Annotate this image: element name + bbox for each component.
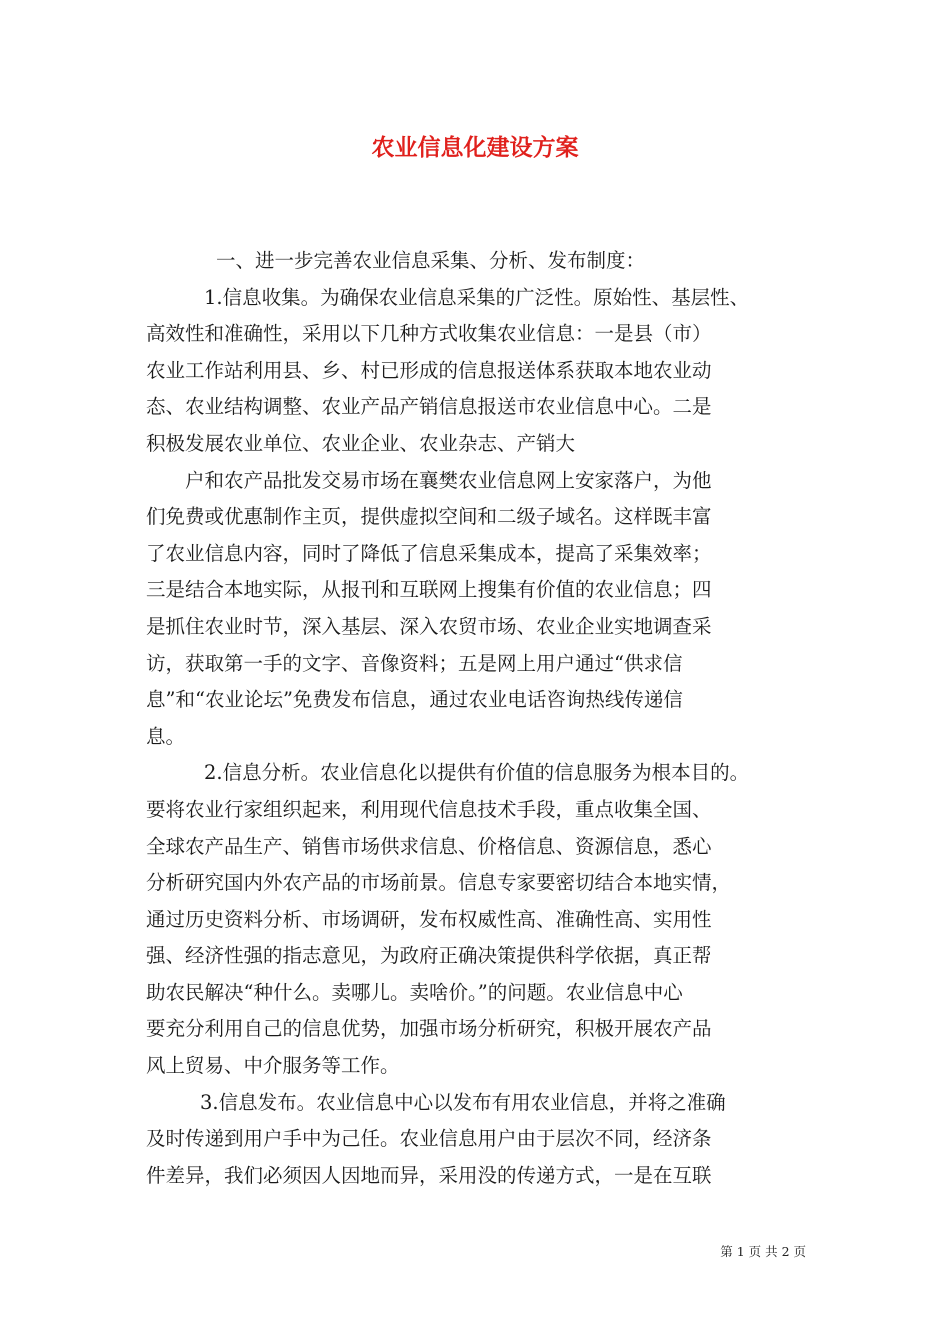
paragraph-line: 们免费或优惠制作主页，提供虚拟空间和二级子域名。这样既丰富 (146, 505, 712, 529)
paragraph-line: 农业工作站利用县、乡、村已形成的信息报送体系获取本地农业动 (146, 358, 712, 382)
paragraph-line: 三是结合本地实际，从报刊和互联网上搜集有价值的农业信息；四 (146, 578, 712, 602)
paragraph-line: 是抓住农业时节，深入基层、深入农贸市场、农业企业实地调查采 (146, 614, 712, 638)
paragraph-line: 分析研究国内外农产品的市场前景。信息专家要密切结合本地实情， (146, 871, 732, 895)
paragraph-line: 通过历史资料分析、市场调研，发布权威性高、准确性高、实用性 (146, 907, 712, 931)
paragraph-line: 风上贸易、中介服务等工作。 (146, 1054, 400, 1078)
paragraph-line: 要将农业行家组织起来，利用现代信息技术手段，重点收集全国、 (146, 797, 712, 821)
document-body (146, 243, 806, 1194)
paragraph-line: 强、经济性强的指志意见，为政府正确决策提供科学依据，真正帮 (146, 944, 712, 968)
paragraph-line: 态、农业结构调整、农业产品产销信息报送市农业信息中心。二是 (146, 395, 712, 419)
paragraph-line: 及时传递到用户手中为己任。农业信息用户由于层次不同，经济条 (146, 1127, 712, 1151)
paragraph-line: 3.信息发布。农业信息中心以发布有用农业信息，并将之准确 (200, 1090, 726, 1114)
paragraph-line: 1.信息收集。为确保农业信息采集的广泛性。原始性、基层性、 (204, 285, 750, 309)
paragraph-line: 2.信息分析。农业信息化以提供有价值的信息服务为根本目的。 (204, 761, 750, 785)
paragraph-line: 件差异，我们必须因人因地而异，采用没的传递方式，一是在互联 (146, 1163, 712, 1187)
section-heading: 一、进一步完善农业信息采集、分析、发布制度： (216, 249, 646, 272)
paragraph-line: 息”和“农业论坛”免费发布信息，通过农业电话咨询热线传递信 (146, 688, 683, 712)
paragraph-line: 访，获取第一手的文字、音像资料；五是网上用户通过“供求信 (146, 651, 683, 675)
paragraph-line: 息。 (146, 724, 186, 748)
paragraph-line: 户和农产品批发交易市场在襄樊农业信息网上安家落户，为他 (185, 468, 712, 492)
paragraph-line: 了农业信息内容，同时了降低了信息采集成本，提高了采集效率； (146, 541, 712, 565)
document-title: 农业信息化建设方案 (371, 134, 579, 161)
paragraph-line: 要充分利用自己的信息优势，加强市场分析研究，积极开展农产品 (146, 1017, 712, 1041)
paragraph-line: 积极发展农业单位、农业企业、农业杂志、产销大 (146, 431, 576, 455)
paragraph-line: 高效性和准确性，采用以下几种方式收集农业信息：一是县（市） (146, 322, 712, 346)
paragraph-line: 助农民解决“种什么。卖哪儿。卖啥价。”的问题。农业信息中心 (146, 980, 683, 1004)
paragraph-line: 全球农产品生产、销售市场供求信息、价格信息、资源信息，悉心 (146, 834, 712, 858)
page-number: 第 1 页 共 2 页 (720, 1244, 806, 1259)
